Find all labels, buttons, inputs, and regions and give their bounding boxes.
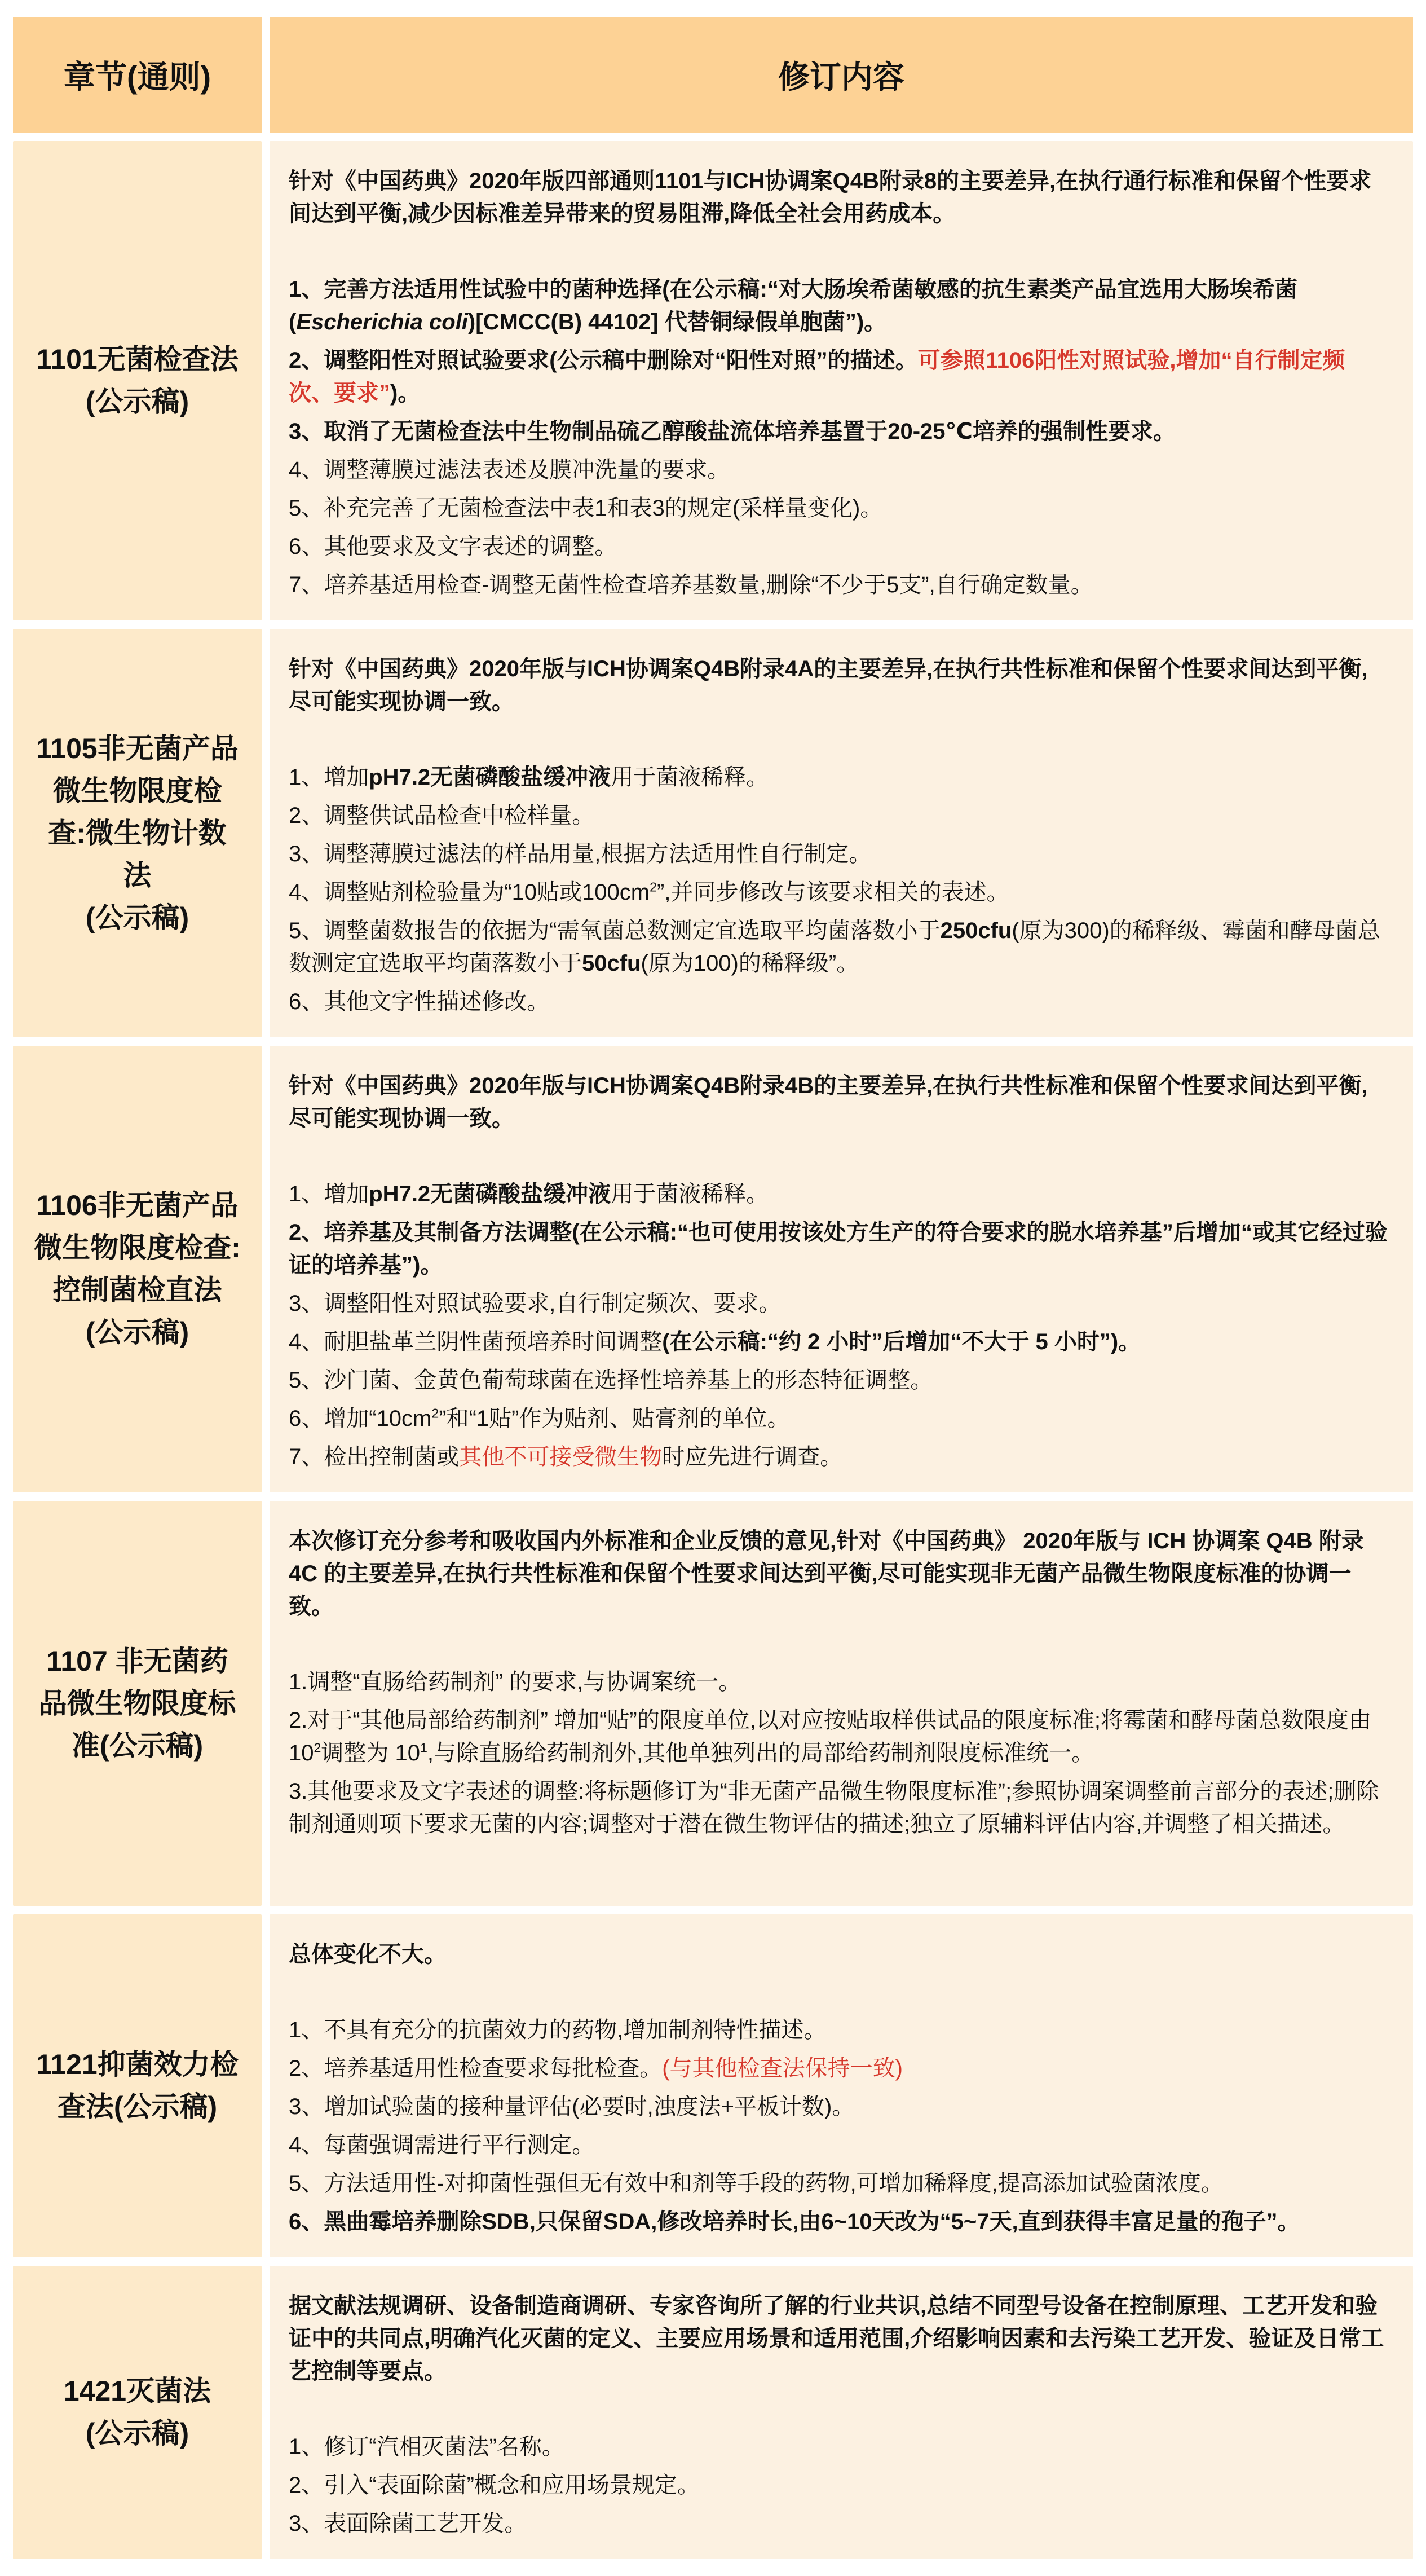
text-segment: 3、表面除菌工艺开发。	[289, 2511, 527, 2536]
header-content-label: 修订内容	[778, 59, 904, 95]
text-segment: 用于菌液稀释。	[611, 1182, 769, 1206]
revision-item	[289, 2507, 1389, 2540]
table-body	[13, 141, 1413, 2559]
text-segment: )。	[390, 381, 421, 406]
text-segment: 5、沙门菌、金黄色葡萄球菌在选择性培养基上的形态特征调整。	[289, 1368, 933, 1393]
text-segment: 6、增加“10cm	[289, 1406, 432, 1431]
text-segment: 6、其他要求及文字表述的调整。	[289, 534, 617, 559]
text-segment: ”和“1贴”作为贴剂、贴膏剂的单位。	[439, 1406, 790, 1431]
revision-item	[289, 985, 1389, 1018]
revision-item	[289, 914, 1389, 980]
text-segment: ,与除直肠给药制剂外,其他单独列出的局部给药制剂限度标准统一。	[427, 1741, 1094, 1765]
intro-paragraph	[289, 653, 1389, 718]
text-segment: 本次修订充分参考和吸收国内外标准和企业反馈的意见,针对《中国药典》 2020年版与 ICH 协调案 Q4B 附录 4C 的主要差异,在执行共性标准和保留个性要求间达到平衡,尽可能实现非无菌产品微生物限度标准的协调一致。	[289, 1529, 1364, 1619]
text-segment: 针对《中国药典》2020年版四部通则1101与ICH协调案Q4B附录8的主要差异,在执行通行标准和保留个性要求间达到平衡,减少因标准差异带来的贸易阻滞,降低全社会用药成本。	[289, 169, 1372, 226]
text-segment: 1、完善方法适用性试验中的菌种选择(在公示稿:“对大肠埃希菌敏感的抗生素类产品宜选用大肠埃希菌(	[289, 277, 1297, 334]
chapter-title	[34, 1184, 241, 1354]
revision-item	[289, 2129, 1389, 2161]
intro-paragraph	[289, 1069, 1389, 1135]
text-segment: 7、培养基适用检查-调整无菌性检查培养基数量,删除“不少于5支”,自行确定数量。	[289, 573, 1093, 597]
text-segment: 3、调整薄膜过滤法的样品用量,根据方法适用性自行制定。	[289, 842, 872, 866]
chapter-line: 1121抑菌效力检	[36, 2049, 239, 2080]
text-segment: 6、其他文字性描述修改。	[289, 989, 550, 1014]
text-segment: 2	[650, 879, 657, 895]
chapter-cell	[13, 141, 262, 620]
chapter-line: 1107 非无菌药	[46, 1645, 228, 1677]
text-segment: 5、调整菌数报告的依据为“需氧菌总数测定宜选取平均菌落数小于	[289, 918, 941, 943]
text-segment: 2、调整供试品检查中检样量。	[289, 803, 595, 828]
table-header-row	[13, 17, 1413, 133]
chapter-title	[36, 728, 238, 939]
chapter-line: 准(公示稿)	[71, 1729, 204, 1762]
text-segment: 针对《中国药典》2020年版与ICH协调案Q4B附录4B的主要差异,在执行共性标准和保留个性要求间达到平衡,尽可能实现协调一致。	[289, 1073, 1368, 1131]
text-segment: ”,并同步修改与该要求相关的表述。	[657, 880, 1009, 905]
text-segment: 总体变化不大。	[289, 1942, 447, 1967]
revision-item	[289, 1216, 1389, 1282]
text-segment: 时应先进行调查。	[662, 1445, 843, 1469]
text-segment: 1	[420, 1740, 427, 1755]
chapter-title	[64, 2370, 211, 2455]
revision-item	[289, 2167, 1389, 2200]
text-segment: 3、取消了无菌检查法中生物制品硫乙醇酸盐流体培养基置于20-25℃培养的强制性要求。	[289, 419, 1176, 444]
chapter-cell	[13, 2266, 262, 2559]
text-segment: (在公示稿:“约 2 小时”后增加“不大于 5 小时”)。	[662, 1329, 1141, 1354]
chapter-line: 微生物限度检查:	[34, 1232, 241, 1263]
chapter-line: (公示稿)	[85, 901, 189, 933]
highlight-red-text: 可参照1106阳性对照试验,增加“自行制定频次、要求”	[289, 348, 1345, 406]
text-segment: 3.其他要求及文字表述的调整:将标题修订为“非无菌产品微生物限度标准”;参照协调案调整前言部分的表述;删除制剂通则项下要求无菌的内容;调整对于潜在微生物评估的描述;独立了原辅料评估内容,并调整了相关描述。	[289, 1779, 1379, 1837]
text-segment: 250cfu	[940, 918, 1012, 943]
header-chapter-cell	[13, 17, 262, 133]
chapter-line: 查法(公示稿)	[57, 2091, 218, 2123]
text-segment: 据文献法规调研、设备制造商调研、专家咨询所了解的行业共识,总结不同型号设备在控制原理、工艺开发和验证中的共同点,明确汽化灭菌的定义、主要应用场景和适用范围,介绍影响因素和去污染工艺开发、验证及日常工艺控制等要点。	[289, 2293, 1384, 2384]
text-segment: 6、黑曲霉培养删除SDB,只保留SDA,修改培养时长,由6~10天改为“5~7天,直到获得丰富足量的孢子”。	[289, 2209, 1300, 2234]
chapter-title	[36, 2044, 238, 2128]
revision-item	[289, 2205, 1389, 2238]
text-segment: 1、增加	[289, 1182, 369, 1206]
chapter-line: 1421灭菌法	[63, 2375, 211, 2407]
chapter-line: 1101无菌检查法	[36, 344, 239, 375]
chapter-cell	[13, 1914, 262, 2257]
highlight-red-text: (与其他检查法保持一致)	[662, 2056, 903, 2081]
header-content-cell	[270, 17, 1413, 133]
text-segment: 2、培养基及其制备方法调整(在公示稿:“也可使用按该处方生产的符合要求的脱水培养基”后增加“或其它经过验证的培养基”)。	[289, 1220, 1388, 1278]
chapter-cell	[13, 1046, 262, 1492]
revision-content-cell	[270, 1046, 1413, 1492]
chapter-line: 法	[123, 859, 152, 891]
text-segment: 1、修订“汽相灭菌法”名称。	[289, 2434, 564, 2459]
text-segment: 4、调整薄膜过滤法表述及膜冲洗量的要求。	[289, 457, 730, 482]
revision-item	[289, 1364, 1389, 1397]
revision-item	[289, 415, 1389, 448]
text-segment: 4、调整贴剂检验量为“10贴或100cm	[289, 880, 650, 905]
text-segment: 2	[314, 1740, 321, 1755]
chapter-line: 1106非无菌产品	[36, 1190, 239, 1221]
revision-content-cell	[270, 629, 1413, 1037]
text-segment: 3、调整阳性对照试验要求,自行制定频次、要求。	[289, 1291, 782, 1316]
text-segment: 2、培养基适用性检查要求每批检查。	[289, 2056, 663, 2081]
revision-item	[289, 1178, 1389, 1210]
text-segment: 1、不具有充分的抗菌效力的药物,增加制剂特性描述。	[289, 2018, 827, 2042]
text-segment: 5、补充完善了无菌检查法中表1和表3的规定(采样量变化)。	[289, 496, 883, 521]
revision-item	[289, 1402, 1389, 1435]
text-segment: (原为300)的稀释级、霉菌和酵母菌总数测定宜选取平均菌落数小于	[289, 918, 1380, 976]
intro-paragraph	[289, 2289, 1389, 2388]
chapter-title	[36, 338, 238, 423]
revision-item	[289, 273, 1389, 338]
revision-content-cell	[270, 1501, 1413, 1906]
revision-item	[289, 799, 1389, 832]
chapter-line: 控制菌检直法	[52, 1274, 222, 1306]
revision-item	[289, 838, 1389, 870]
revision-item	[289, 1666, 1389, 1698]
text-segment: )[CMCC(B) 44102] 代替铜绿假单胞菌”)。	[467, 310, 887, 334]
chapter-line: 1105非无菌产品	[36, 732, 239, 764]
text-segment: pH7.2无菌磷酸盐缓冲液	[369, 1182, 611, 1206]
table-row	[13, 2266, 1413, 2559]
text-segment: 2	[431, 1406, 439, 1421]
chapter-cell	[13, 1501, 262, 1906]
revision-item	[289, 1326, 1389, 1358]
chapter-title	[39, 1640, 236, 1767]
text-segment: pH7.2无菌磷酸盐缓冲液	[369, 765, 611, 790]
table-row	[13, 629, 1413, 1037]
revision-content-cell	[270, 2266, 1413, 2559]
revision-content-cell	[270, 141, 1413, 620]
revision-item	[289, 569, 1389, 601]
highlight-red-text: 其他不可接受微生物	[459, 1445, 663, 1469]
revision-item	[289, 344, 1389, 409]
revision-item	[289, 1775, 1389, 1840]
chapter-line: 品微生物限度标	[38, 1687, 236, 1719]
text-segment: 4、每菌强调需进行平行测定。	[289, 2133, 595, 2157]
intro-paragraph	[289, 1525, 1389, 1623]
text-segment: 5、方法适用性-对抑菌性强但无有效中和剂等手段的药物,可增加稀释度,提高添加试验菌浓度。	[289, 2171, 1224, 2196]
chapter-line: (公示稿)	[85, 2418, 189, 2449]
text-segment: 针对《中国药典》2020年版与ICH协调案Q4B附录4A的主要差异,在执行共性标准和保留个性要求间达到平衡,尽可能实现协调一致。	[289, 657, 1368, 714]
revision-item	[289, 2014, 1389, 2046]
table-row	[13, 141, 1413, 620]
text-segment: 2、引入“表面除菌”概念和应用场景规定。	[289, 2473, 700, 2498]
chapter-line: 微生物限度检	[52, 774, 222, 807]
text-segment: 50cfu	[582, 951, 641, 976]
text-segment: 7、检出控制菌或	[289, 1445, 460, 1469]
revision-item	[289, 761, 1389, 794]
text-segment: 2、调整阳性对照试验要求(公示稿中删除对“阳性对照”的描述。	[289, 348, 918, 373]
revision-item	[289, 2090, 1389, 2123]
text-segment: (原为100)的稀释级”。	[641, 951, 859, 976]
table-row	[13, 1914, 1413, 2257]
table-row	[13, 1501, 1413, 1906]
revision-item	[289, 453, 1389, 486]
revision-item	[289, 2469, 1389, 2502]
intro-paragraph	[289, 1938, 1389, 1971]
header-chapter-label: 章节(通则)	[63, 59, 211, 95]
intro-paragraph	[289, 165, 1389, 230]
revision-item	[289, 2430, 1389, 2463]
chapter-cell	[13, 629, 262, 1037]
revision-item	[289, 1441, 1389, 1473]
text-segment: 1.调整“直肠给药制剂” 的要求,与协调案统一。	[289, 1670, 741, 1694]
text-segment: 3、增加试验菌的接种量评估(必要时,浊度法+平板计数)。	[289, 2094, 855, 2119]
text-segment: 用于菌液稀释。	[611, 765, 769, 790]
text-segment: Escherichia coli	[296, 310, 468, 334]
revision-item	[289, 1287, 1389, 1320]
revision-item	[289, 1704, 1389, 1769]
revision-item	[289, 492, 1389, 525]
chapter-line: (公示稿)	[85, 1316, 189, 1348]
revision-item	[289, 2052, 1389, 2085]
text-segment: 2.对于“其他局部给药制剂” 增加“贴”的限度单位,以对应按贴取样供试品的限度标准;将霉菌和酵母菌总数限度由 10	[289, 1708, 1371, 1765]
chapter-line: 查:微生物计数	[48, 817, 227, 849]
revision-content-cell	[270, 1914, 1413, 2257]
text-segment: 1、增加	[289, 765, 369, 790]
text-segment: 调整为 10	[321, 1741, 421, 1765]
chapter-line: (公示稿)	[85, 386, 189, 417]
revision-item	[289, 876, 1389, 909]
text-segment: 4、耐胆盐革兰阴性菌预培养时间调整	[289, 1329, 663, 1354]
table-row	[13, 1046, 1413, 1492]
revision-item	[289, 530, 1389, 563]
